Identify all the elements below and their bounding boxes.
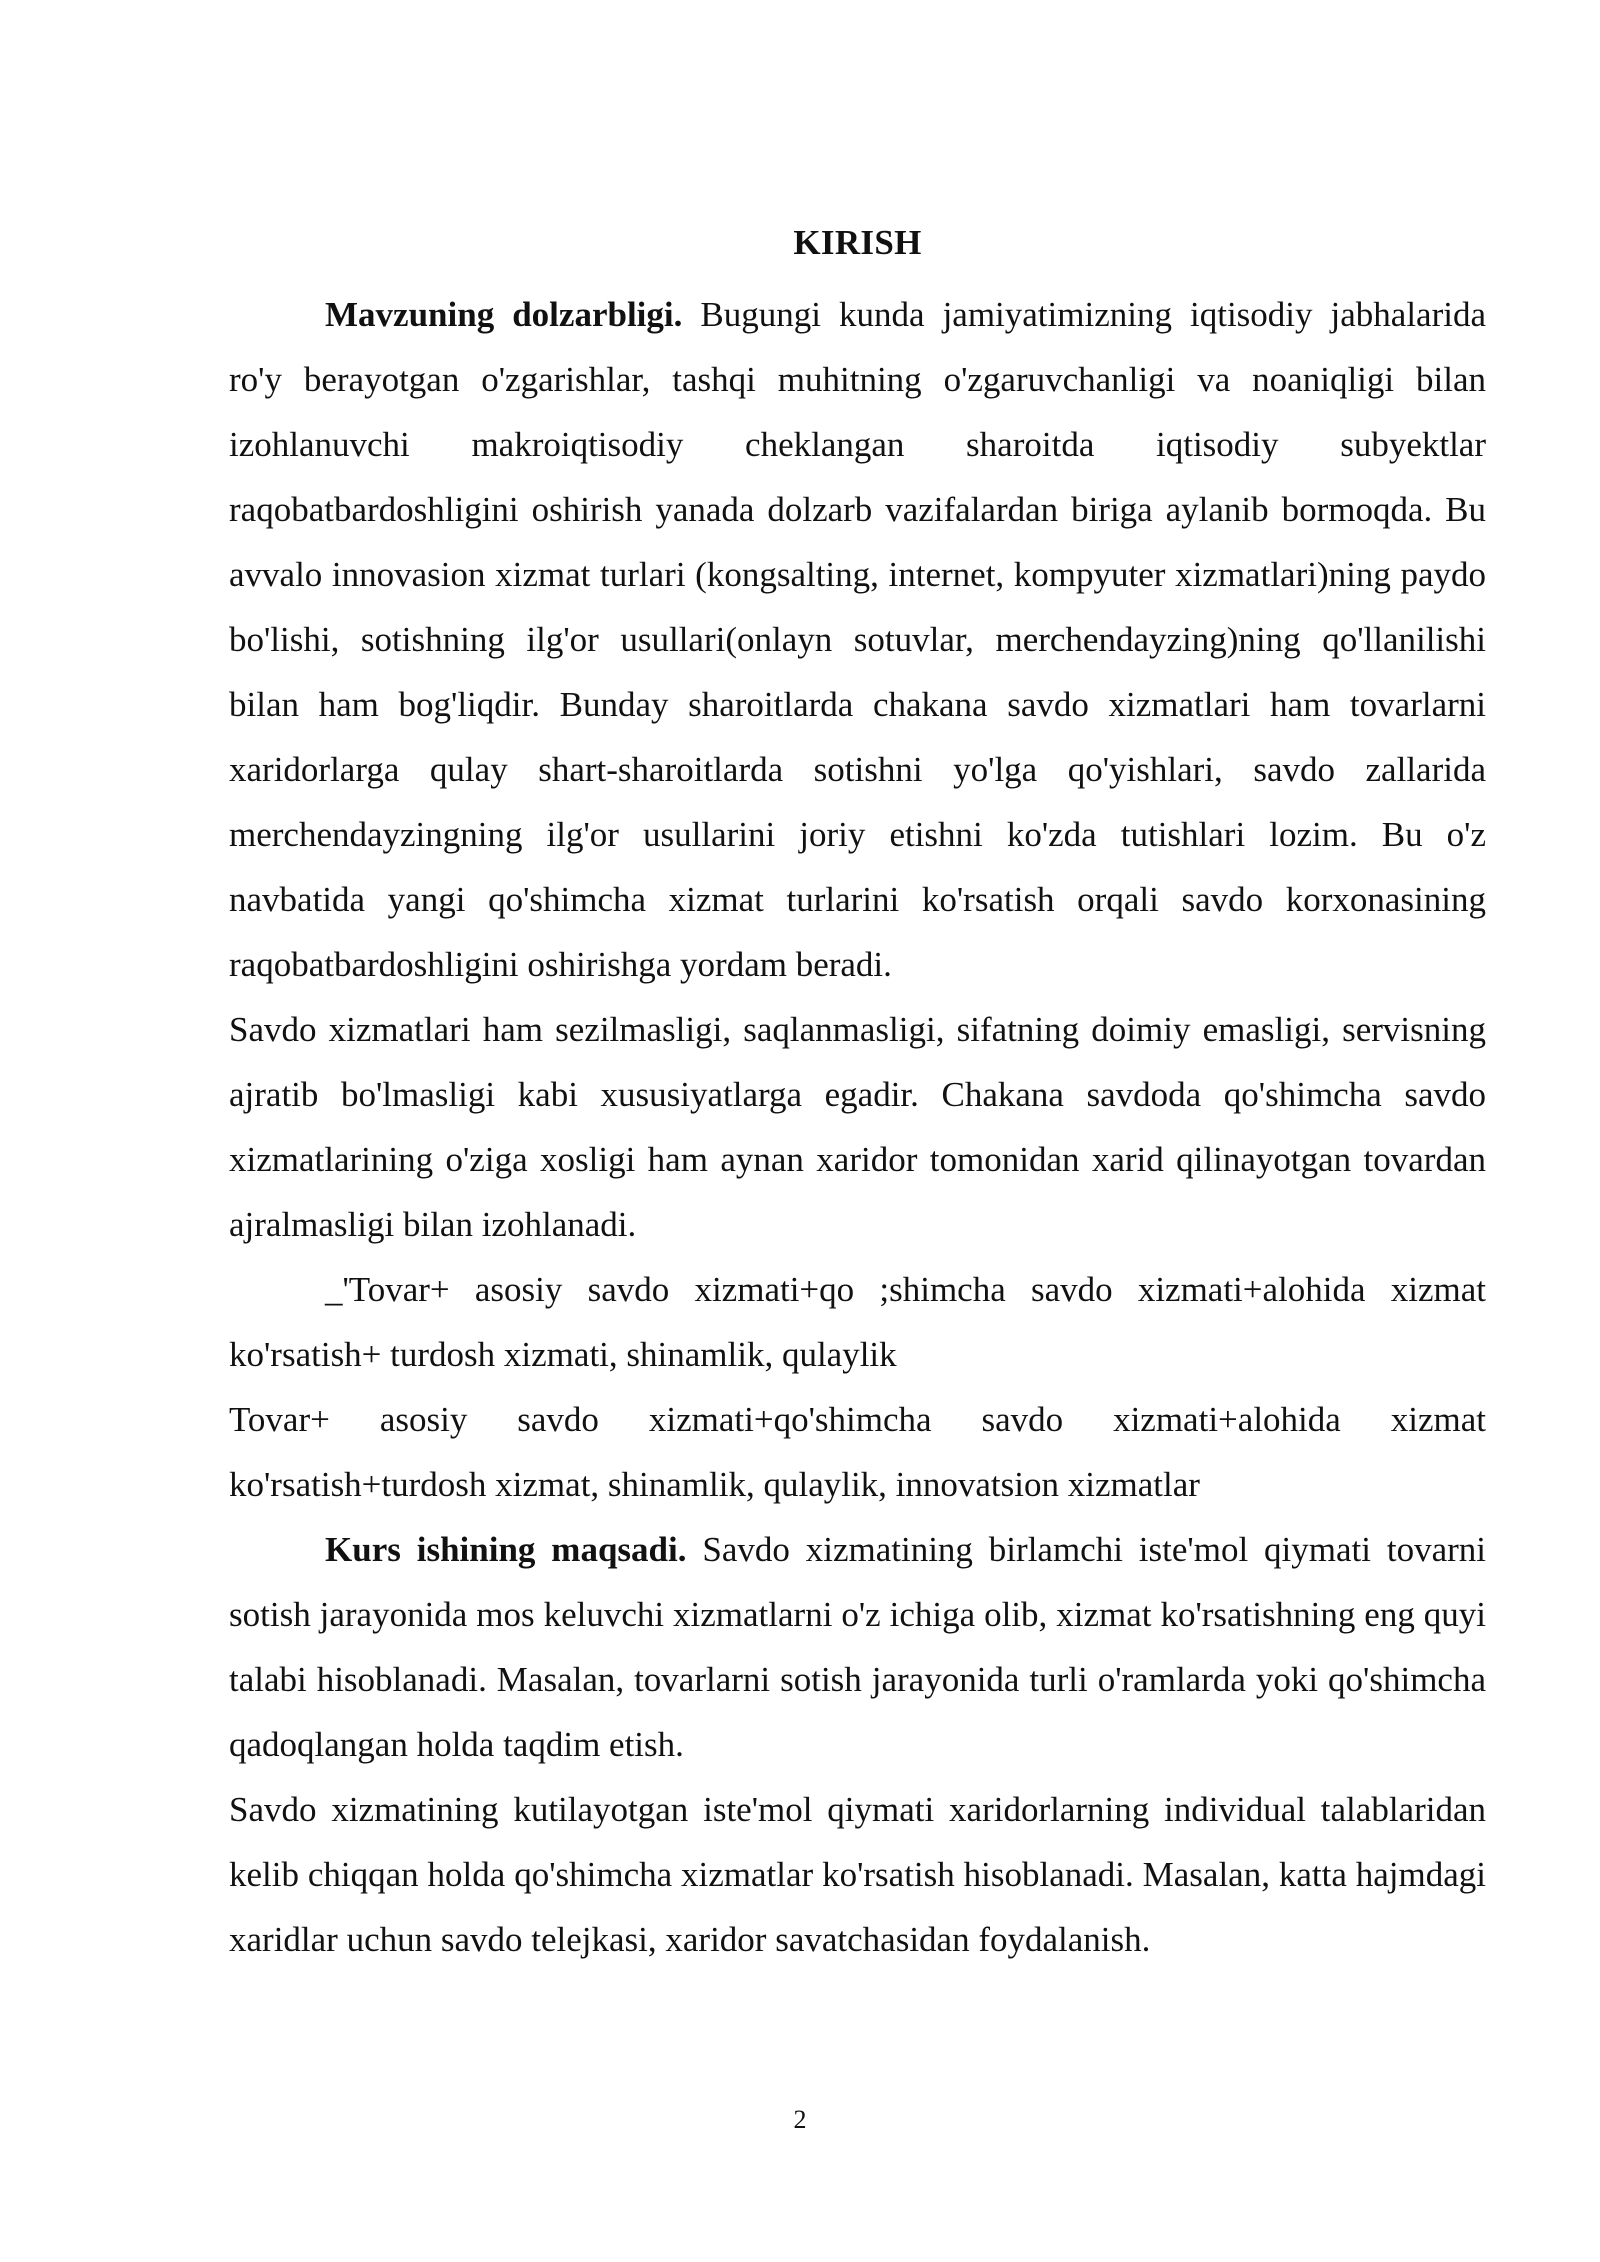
section-heading: KIRISH (793, 223, 922, 262)
page-number: 2 (793, 2105, 807, 2134)
paragraph-formula-2 (229, 1387, 1486, 1517)
paragraph-text: _'Tovar+ asosiy savdo xizmati+qo ;shimcha savdo xizmati+alohida xizmat ko'rsatish+ turdosh xizmati, shinamlik, qulaylik (229, 1270, 1486, 1374)
paragraph-expected-value (229, 1777, 1486, 1972)
paragraph-lead-relevance: Mavzuning dolzarbligi. (325, 295, 683, 334)
paragraph-services-properties (229, 997, 1486, 1257)
paragraph-text: Savdo xizmatlari ham sezilmasligi, saqlanmasligi, sifatning doimiy emasligi, servisning ajratib bo'lmasligi kabi xususiyatlarga egadir. Chakana savdoda qo'shimcha savdo xizmatlarining o'ziga xosligi ham aynan xaridor tomonidan xarid qilinayotgan tovardan ajralmasligi bilan izohlanadi. (229, 1010, 1486, 1244)
paragraph-text: Savdo xizmatining kutilayotgan iste'mol qiymati xaridorlarning individual talablaridan kelib chiqqan holda qo'shimcha xizmatlar ko'rsatish hisoblanadi. Masalan, katta hajmdagi xaridlar uchun savdo telejkasi, xaridor savatchasidan foydalanish. (229, 1790, 1486, 1959)
paragraph-formula-1 (229, 1257, 1486, 1387)
paragraph-lead-goal: Kurs ishining maqsadi. (325, 1530, 687, 1569)
paragraph-goal (229, 1517, 1486, 1777)
page-body (229, 218, 1486, 1972)
paragraph-text: Bugungi kunda jamiyatimizning iqtisodiy jabhalarida ro'y berayotgan o'zgarishlar, tashqi muhitning o'zgaruvchanligi va noaniqligi bilan izohlanuvchi makroiqtisodiy cheklangan sharoitda iqtisodiy subyektlar raqobatbardoshligini oshirish yanada dolzarb vazifalardan biriga aylanib bormoqda. Bu avvalo innovasion xizmat turlari (kongsalting, internet, kompyuter xizmatlari)ning paydo bo'lishi, sotishning ilg'or usullari(onlayn sotuvlar, merchendayzing)ning qo'llanilishi bilan ham bog'liqdir. Bunday sharoitlarda chakana savdo xizmatlari ham tovarlarni xaridorlarga qulay shart-sharoitlarda sotishni yo'lga qo'yishlari, savdo zallarida merchendayzingning ilg'or usullarini joriy etishni ko'zda tutishlari lozim. Bu o'z navbatida yangi qo'shimcha xizmat turlarini ko'rsatish orqali savdo korxonasining raqobatbardoshligini oshirishga yordam beradi. (229, 295, 1487, 984)
paragraph-text: Tovar+ asosiy savdo xizmati+qo'shimcha savdo xizmati+alohida xizmat ko'rsatish+turdosh xizmat, shinamlik, qulaylik, innovatsion xizmatlar (229, 1400, 1486, 1504)
paragraph-text: Savdo xizmatining birlamchi iste'mol qiymati tovarni sotish jarayonida mos keluvchi xizmatlarni o'z ichiga olib, xizmat ko'rsatishning eng quyi talabi hisoblanadi. Masalan, tovarlarni sotish jarayonida turli o'ramlarda yoki qo'shimcha qadoqlangan holda taqdim etish. (229, 1530, 1486, 1764)
paragraph-relevance (229, 282, 1486, 997)
